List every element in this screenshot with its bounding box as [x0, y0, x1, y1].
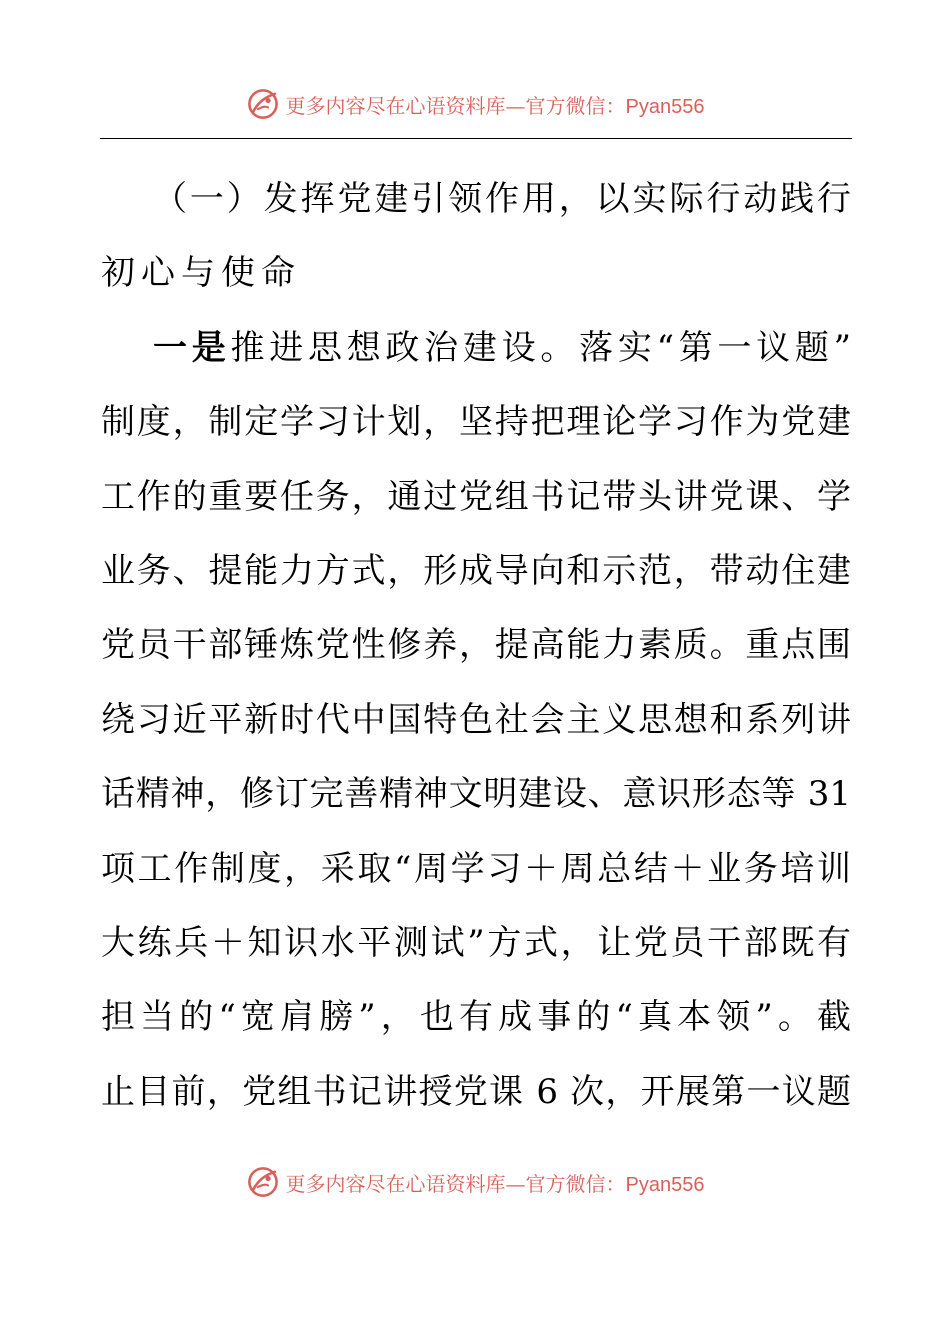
- document-body: [101, 162, 851, 1129]
- watermark-wechat-id: Pyan556: [625, 95, 705, 118]
- brand-logo-icon: [246, 87, 280, 121]
- watermark-prefix: 更多内容尽在心语资料库—官方微信：: [285, 93, 626, 118]
- paragraph-line: 话精神，修订完善精神文明建设、意识形态等 31: [101, 774, 851, 815]
- section-heading-line-2: 初心与使命: [101, 253, 301, 294]
- watermark-wechat-id: Pyan556: [625, 1173, 705, 1196]
- paragraph-line: 担当的“宽肩膀”，也有成事的“真本领”。截: [101, 997, 851, 1038]
- paragraph-line: 止目前，党组书记讲授党课 6 次，开展第一议题: [101, 1071, 851, 1112]
- paragraph-line: 项工作制度，采取“周学习＋周总结＋业务培训: [101, 848, 851, 889]
- watermark-prefix: 更多内容尽在心语资料库—官方微信：: [285, 1171, 626, 1196]
- footer-watermark: [0, 1162, 950, 1202]
- watermark-text: [286, 1168, 705, 1197]
- paragraph-line: 业务、提能力方式，形成导向和示范，带动住建: [101, 550, 851, 591]
- watermark-text: [286, 90, 705, 119]
- paragraph-lead: 一是: [153, 327, 231, 368]
- paragraph-line: 制度，制定学习计划，坚持把理论学习作为党建: [101, 402, 851, 443]
- section-heading-line-1: （一）发挥党建引领作用，以实际行动践行: [153, 179, 851, 219]
- paragraph-line: 工作的重要任务，通过党组书记带头讲党课、学: [101, 476, 851, 517]
- paragraph-first-line: [101, 311, 851, 385]
- paragraph-line: 党员干部锤炼党性修养，提高能力素质。重点围: [101, 625, 851, 666]
- paragraph-first-line-text: 推进思想政治建设。落实“第一议题”: [230, 327, 852, 368]
- header-watermark: [0, 84, 950, 124]
- paragraph-line: 大练兵＋知识水平测试”方式，让党员干部既有: [101, 922, 851, 963]
- header-divider: [100, 138, 852, 139]
- brand-logo-icon: [246, 1165, 280, 1199]
- paragraph-line: 绕习近平新时代中国特色社会主义思想和系列讲: [101, 699, 851, 740]
